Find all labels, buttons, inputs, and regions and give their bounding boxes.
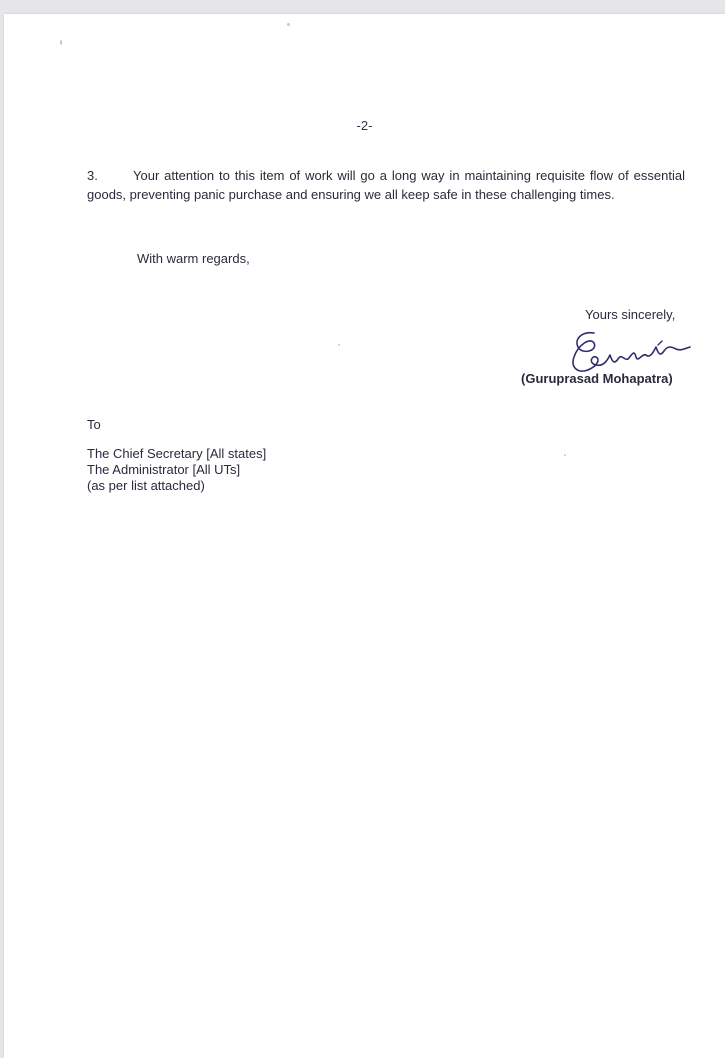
body-paragraph	[87, 166, 685, 204]
scan-speck	[287, 23, 290, 26]
scan-speck	[338, 344, 340, 346]
scan-speck	[564, 454, 566, 456]
signer-name: (Guruprasad Mohapatra)	[521, 371, 673, 386]
document-page	[4, 14, 725, 1058]
scan-speck	[60, 40, 62, 45]
page-number: -2-	[356, 118, 373, 133]
to-label: To	[87, 417, 101, 432]
recipient-line: The Chief Secretary [All states]	[87, 446, 267, 461]
recipient-list	[87, 446, 266, 494]
closing: Yours sincerely,	[585, 307, 676, 322]
greeting: With warm regards,	[137, 251, 250, 266]
recipient-line: (as per list attached)	[87, 478, 205, 493]
paragraph-text: Your attention to this item of work will go a long way in maintaining requisite flow of essential goods, preventing panic purchase and ensuring we all keep safe in these challenging times.	[87, 168, 685, 202]
paragraph-number: 3.	[87, 168, 98, 183]
recipient-line: The Administrator [All UTs]	[87, 462, 241, 477]
viewer-top-bar	[0, 0, 725, 14]
